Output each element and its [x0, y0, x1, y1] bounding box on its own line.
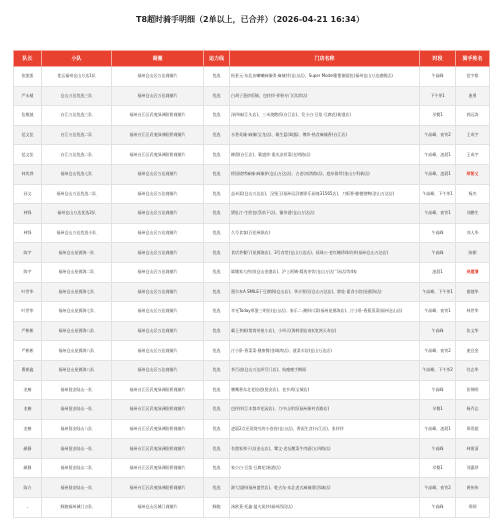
district-cell: 福州仓山区万达商圈片	[112, 302, 204, 322]
captain-cell: 林锋	[14, 223, 42, 243]
capacity-cell: 蜂跑	[204, 498, 230, 518]
table-row	[14, 302, 490, 322]
table-row	[14, 204, 490, 224]
district-cell: 福州仓山区万达商圈片	[112, 184, 204, 204]
rider-cell: 郑炳	[456, 498, 490, 518]
capacity-cell: 优选	[204, 243, 230, 263]
squad-cell: 福州仓山万达优选二队	[42, 184, 112, 204]
squad-cell: 台江万达优选三队	[42, 106, 112, 126]
squad-cell: 福州仓山星邺海七队	[42, 302, 112, 322]
rider-cell: 刘惠珍	[456, 458, 490, 478]
capacity-cell: 优选	[204, 145, 230, 165]
table-row	[14, 243, 490, 263]
captain-cell: 张凯凯	[14, 67, 42, 87]
district-cell: 福州仓山区万达商圈片	[112, 67, 204, 87]
captain-cell: -	[14, 498, 42, 518]
captain-cell: 龙椿	[14, 400, 42, 420]
store-cell: 家小白·豆浆·豆腐花(新港店)	[230, 458, 420, 478]
rider-cell: 付志华	[456, 360, 490, 380]
capacity-cell: 优选	[204, 400, 230, 420]
captain-cell: 颜静	[14, 439, 42, 459]
rider-cell: 庞勇	[456, 86, 490, 106]
table-row	[14, 419, 490, 439]
period-cell: 午高峰，夜宵2	[420, 125, 456, 145]
table-body	[14, 67, 490, 518]
period-cell: 午高峰	[420, 498, 456, 518]
period-cell: 午高峰，夜宵1	[420, 204, 456, 224]
district-cell: 福州仓山区万达商圈片	[112, 164, 204, 184]
period-cell: 午高峰	[420, 223, 456, 243]
period-cell: 午高峰，凌晨1	[420, 419, 456, 439]
capacity-cell: 优选	[204, 341, 230, 361]
capacity-cell: 优选	[204, 164, 230, 184]
captain-cell: 陈方	[14, 478, 42, 498]
capacity-cell: 优选	[204, 67, 230, 87]
store-cell: 墨尔本A SMILE干豆腐锅(仓山店)、华丰智民(仓山万达店)、胖娃·素食小院(星邺海店)	[230, 282, 420, 302]
rider-cell: 杨杰	[456, 184, 490, 204]
rider-cell: 郑智义	[456, 164, 490, 184]
squad-cell: 福州贤安陆山一队	[42, 400, 112, 420]
table-row	[14, 67, 490, 87]
district-cell: 福州仓山区万达商圈片	[112, 321, 204, 341]
store-cell: 桥国烧烤麻辣·麻辣拌(仓山万达店)，古老(南湾路店)、庭东排骨(金山万科新店)	[230, 164, 420, 184]
squad-cell: 福州仓山星邺海一队	[42, 243, 112, 263]
captain-cell: 严彬彬	[14, 321, 42, 341]
rider-cell: 张锦明	[456, 380, 490, 400]
rider-cell: 黄伟伟	[456, 478, 490, 498]
column-header-store: 门店名称	[230, 51, 420, 67]
district-cell: 福州台江区武夷绿洲阳桥商圈片	[112, 106, 204, 126]
period-cell: 午高峰	[420, 243, 456, 263]
table-row	[14, 145, 490, 165]
captain-cell: 危敏驰	[14, 106, 42, 126]
rider-cell: 张文华	[456, 321, 490, 341]
period-cell: 午高峰	[420, 67, 456, 87]
rider-cell: 陈朝	[456, 243, 490, 263]
table-row	[14, 321, 490, 341]
captain-cell: 孙文	[14, 184, 42, 204]
rider-cell: 王成宇	[456, 145, 490, 165]
table-row	[14, 439, 490, 459]
capacity-cell: 优选	[204, 125, 230, 145]
captain-cell: 叶世华	[14, 302, 42, 322]
district-cell: 福州仓山区万达商圈片	[112, 282, 204, 302]
table-row	[14, 282, 490, 302]
district-cell: 福州仓山区城门商圈片	[112, 498, 204, 518]
district-cell: 福州台江区武夷绿洲阳桥商圈片	[112, 478, 204, 498]
rider-cell: 林世华	[456, 302, 490, 322]
table-row	[14, 125, 490, 145]
rider-cell: 林建清	[456, 439, 490, 459]
period-cell: 午高峰	[420, 380, 456, 400]
store-cell: 杭景元·东北齿喇喇麻辣烫·麻辣拌(仓山店)，Super Model甜甜圈面包(福州仓山万达旗舰店)	[230, 67, 420, 87]
rider-cell: 刘人华	[456, 223, 490, 243]
district-cell: 福州仓山区万达商圈片	[112, 262, 204, 282]
rider-cell: 刘鹏生	[456, 204, 490, 224]
store-cell: 嫦娥家大药房(仓山金港店)、泸上阿姨·精选茶饮(仓山万达广场店)等4家	[230, 262, 420, 282]
squad-cell: 台江万达优选二队	[42, 125, 112, 145]
squad-cell: 福州贤安陆山八队	[42, 419, 112, 439]
capacity-cell: 优选	[204, 380, 230, 400]
column-header-rider: 骑手姓名	[456, 51, 490, 67]
captain-cell: 范文佳	[14, 145, 42, 165]
table-row	[14, 498, 490, 518]
store-cell: 汀小卧·香菜菜·健康餐(金域湾店)、菠菜水饺(仓山万达店)	[230, 341, 420, 361]
squad-cell: 福州仓山万达优选小队	[42, 223, 112, 243]
table-row	[14, 341, 490, 361]
squad-cell: 福州贤安陆山一队	[42, 439, 112, 459]
page-title: T8超时骑手明细（2单以上，已合并）（2026-04-21 16:34）	[135, 15, 364, 24]
store-cell: 霸王茶姬(塔湾茶屋小店)、小叫天(海鲜酒店南)(宽鸿天寿店)	[230, 321, 420, 341]
period-cell: 午高峰，下午茶2	[420, 360, 456, 380]
store-cell: 茶百道(仓山万达四号门店)、杭瘦瘦手擀面	[230, 360, 420, 380]
table-row	[14, 458, 490, 478]
table-row	[14, 184, 490, 204]
captain-cell: 严永桢	[14, 86, 42, 106]
district-cell: 福州台江区武夷绿洲阳桥商圈片	[112, 380, 204, 400]
period-cell: 下午茶1	[420, 86, 456, 106]
squad-cell: 台江万达优选二队	[42, 145, 112, 165]
store-cell: 白胡子蛋炒饭铺，包拌拌·拌粉专门(宾湾店)	[230, 86, 420, 106]
captain-cell: 林锋	[14, 204, 42, 224]
squad-cell: 福州仓山万达优选2队	[42, 204, 112, 224]
period-cell: 午高峰	[420, 321, 456, 341]
rider-cell: 吴建清	[456, 262, 490, 282]
rider-cell: 郑贵超	[456, 419, 490, 439]
period-cell: 午高峰，夜宵1	[420, 302, 456, 322]
capacity-cell: 优选	[204, 321, 230, 341]
capacity-cell: 优选	[204, 478, 230, 498]
store-cell: 有甜家和干店(金山店)、鹭文·老坛酸菜牛肉面(五四路店)	[230, 439, 420, 459]
captain-cell: 龙椿	[14, 380, 42, 400]
squad-cell: 福州仓山星邺海七队	[42, 282, 112, 302]
capacity-cell: 优选	[204, 86, 230, 106]
table-row	[14, 262, 490, 282]
period-cell: 凌晨1	[420, 262, 456, 282]
period-cell: 早餐1	[420, 106, 456, 126]
table-header-row	[14, 51, 490, 67]
column-header-squad: 小队	[42, 51, 112, 67]
table-row	[14, 106, 490, 126]
period-cell: 午高峰，凌晨1	[420, 164, 456, 184]
store-cell: 汤欧莱·托鑫·猛火炭炒(福州西段店)	[230, 498, 420, 518]
rider-cell: 俞越华	[456, 282, 490, 302]
squad-cell: 福州仓山优选七队	[42, 164, 112, 184]
captain-cell: 龙椿	[14, 419, 42, 439]
capacity-cell: 优选	[204, 204, 230, 224]
period-cell: 午高峰，凌晨1	[420, 145, 456, 165]
squad-cell: 福州贤安陆山一队	[42, 478, 112, 498]
capacity-cell: 优选	[204, 282, 230, 302]
district-cell: 福州台江区武夷绿洲阳桥商圈片	[112, 125, 204, 145]
captain-cell: 林兆烨	[14, 164, 42, 184]
squad-cell: 优运福州仓山万达1队	[42, 67, 112, 87]
period-cell: 早餐1	[420, 458, 456, 478]
capacity-cell: 优选	[204, 302, 230, 322]
store-cell: 食话茶餐厅(星邺海店)、3号食堂(仓山万达店)、筷珠公·老红糖珍珠奶茶(福州仓山万达店)	[230, 243, 420, 263]
store-cell: 猪肚汀·生煎包(蔡前下店)、猫茶爸(仓山万达店)	[230, 204, 420, 224]
district-cell: 福州仓山区万达商圈片	[112, 86, 204, 106]
squad-cell: 福州贤安陆山一队	[42, 380, 112, 400]
squad-cell: 蜂跑福州城门五队	[42, 498, 112, 518]
column-header-captain: 队长	[14, 51, 42, 67]
captain-cell: 严彬彬	[14, 341, 42, 361]
capacity-cell: 优选	[204, 360, 230, 380]
column-header-district: 商圈	[112, 51, 204, 67]
district-cell: 福州仓山区万达商圈片	[112, 360, 204, 380]
period-cell: 早餐1	[420, 400, 456, 420]
squad-cell: 福州仓山星邺海八队	[42, 321, 112, 341]
rider-cell: 庞宜金	[456, 341, 490, 361]
captain-cell: 陈宇	[14, 262, 42, 282]
district-cell: 福州仓山区万达商圈片	[112, 341, 204, 361]
period-cell: 午高峰，下午茶1	[420, 184, 456, 204]
district-cell: 福州台江区武夷绿洲阳桥商圈片	[112, 419, 204, 439]
captain-cell: 叶世华	[14, 282, 42, 302]
captain-cell: 颜静	[14, 458, 42, 478]
rider-table	[13, 50, 490, 518]
table-row	[14, 360, 490, 380]
store-cell: 泽四味(江头店)、三米烧鹅饭(台江店)、发小白·豆浆·豆腐花(新港店)	[230, 106, 420, 126]
squad-cell: 福州仓山星邺海八队	[42, 341, 112, 361]
district-cell: 福州台江区武夷绿洲阳桥商圈片	[112, 400, 204, 420]
rider-cell: 杨乔志	[456, 400, 490, 420]
capacity-cell: 优选	[204, 419, 230, 439]
captain-cell: 范文佳	[14, 125, 42, 145]
rider-cell: 郭远涛	[456, 106, 490, 126]
period-cell: 午高峰，夜宵2	[420, 478, 456, 498]
capacity-cell: 优选	[204, 223, 230, 243]
district-cell: 福州台江区武夷绿洲阳桥商圈片	[112, 458, 204, 478]
district-cell: 福州台江区武夷绿洲阳桥商圈片	[112, 439, 204, 459]
rider-cell: 王成宇	[456, 125, 490, 145]
capacity-cell: 优选	[204, 106, 230, 126]
squad-cell: 仓山万达优选三队	[42, 86, 112, 106]
capacity-cell: 优选	[204, 262, 230, 282]
store-cell: 源大姐粉(福州盛世店)、乾吉东·东北老式麻辣烫(西域店)	[230, 478, 420, 498]
district-cell: 福州仓山区万达商圈片	[112, 243, 204, 263]
period-cell: 午高峰，下午茶1	[420, 282, 456, 302]
store-cell: 幸光Today厚蛋三明治(仓山店)、家乐二·潮料川菜(福州星邺海店)、汀小卧·香蕉蒸菜(福州仓山店)	[230, 302, 420, 322]
store-cell: 包拌拌(江木都市花园店)、力中山拌饭(福州新村西路店)	[230, 400, 420, 420]
capacity-cell: 优选	[204, 458, 230, 478]
district-cell: 福州台江区武夷绿洲阳桥商圈片	[112, 145, 204, 165]
squad-cell: 福州仓山星邺海二队	[42, 262, 112, 282]
column-header-period: 时段	[420, 51, 456, 67]
rider-cell: 范宇骐	[456, 67, 490, 87]
capacity-cell: 优选	[204, 439, 230, 459]
captain-cell: 曹朝鑫	[14, 360, 42, 380]
squad-cell: 福州贤安陆山二队	[42, 458, 112, 478]
store-cell: 柳甜(台江店)、籁盛拌·重庆凉拌菜(光明路店)	[230, 145, 420, 165]
store-cell: 水煮英雄·麻辣(宝龙店)、雄生蓝(喝露)、傅炸·热食麻辣香(台江店)	[230, 125, 420, 145]
store-cell: 嗜嘴香东北老饺道(贤安店)、老乡鸡(宝城店)	[230, 380, 420, 400]
table-row	[14, 380, 490, 400]
district-cell: 福州仓山区万达商圈片	[112, 223, 204, 243]
captain-cell: 陈宇	[14, 243, 42, 263]
table-row	[14, 86, 490, 106]
period-cell: 午高峰	[420, 439, 456, 459]
capacity-cell: 优选	[204, 184, 230, 204]
district-cell: 福州仓山区万达商圈片	[112, 204, 204, 224]
squad-cell: 福州仓山星邺海八队	[42, 360, 112, 380]
column-header-capacity: 运力线	[204, 51, 230, 67]
store-cell: 益米爱(仓山万达店)，汉堡王(福州远洋德景乐园商31565店)，刀板香·膨德烧鸭(金山万达店)	[230, 184, 420, 204]
period-cell: 午高峰，夜宵2	[420, 341, 456, 361]
table-row	[14, 223, 490, 243]
table-row	[14, 164, 490, 184]
store-cell: 凌晨2点还爱烧鸟的小卷卷(仓山店)、香雨生食(台江店)、张拌拌	[230, 419, 420, 439]
store-cell: 久号食客(百花州陨店)	[230, 223, 420, 243]
table-row	[14, 400, 490, 420]
